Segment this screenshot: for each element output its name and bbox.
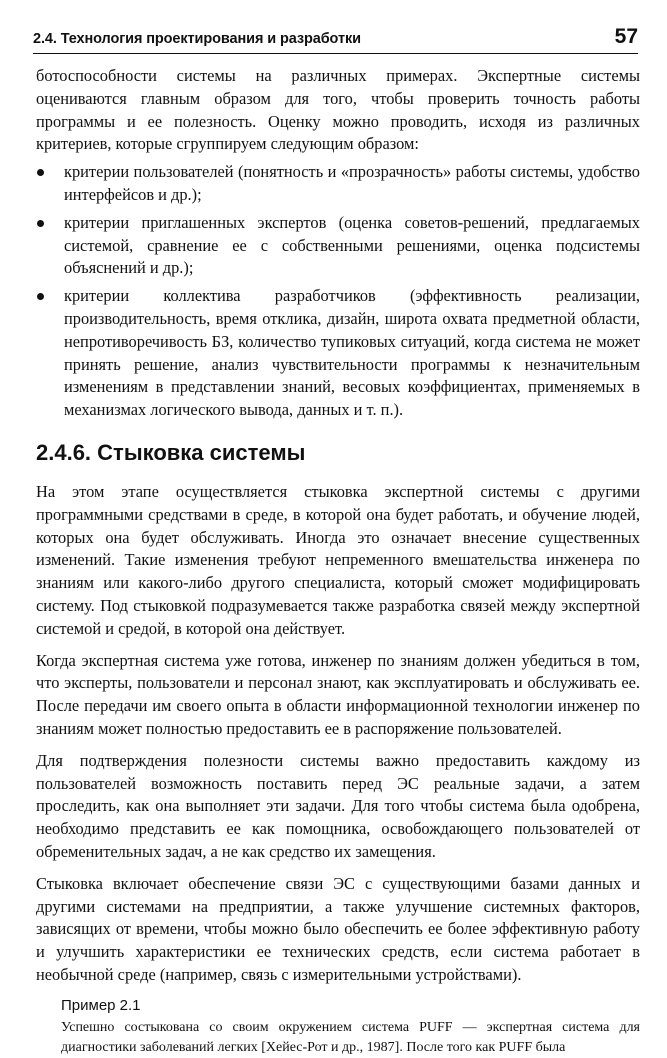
- bullet-icon: [37, 293, 44, 300]
- body-paragraph: Стыковка включает обеспечение связи ЭС с существующими базами данных и другими системами на предприятии, а также улучшение системных факторов, зависящих от времени, чтобы можно было обеспечить ее более эффективную работу и улучшить характеристики ее технических средств, если система работает в необычной среде (например, связь с измерительными устройствами).: [36, 873, 640, 984]
- intro-paragraph: ботоспособности системы на различных примерах. Экспертные системы оцениваются главным образом для того, чтобы проверить точность работы программы и ее полезность. Оценку можно проводить, исходя из различных критериев, которые сгруппируем следующим образом:: [36, 66, 640, 154]
- running-title: 2.4. Технология проектирования и разработки: [33, 31, 361, 47]
- list-item: [36, 161, 640, 207]
- criteria-list: [36, 161, 640, 422]
- bullet-icon: [37, 169, 44, 176]
- criterion-text: критерии приглашенных экспертов (оценка советов-решений, предлагаемых системой, сравнение ее с собственными решениями, оценка подсистемы объяснений и др.);: [64, 212, 640, 278]
- section-heading: 2.4.6. Стыковка системы: [36, 439, 306, 465]
- body-paragraph: На этом этапе осуществляется стыковка экспертной системы с другими программными средствами в среде, в которой она будет работать, и обучение людей, которых она будет обслуживать. Иногда это означает внесение существенных изменений. Такие изменения требуют непременного вмешательства инженера по знаниям или какого-либо другого специалиста, который сможет модифицировать систему. Под стыковкой подразумевается также разработка связей между экспертной системой и средой, в которой она действует.: [36, 481, 640, 638]
- bullet-icon: [37, 220, 44, 227]
- example-text: Успешно состыкована со своим окружением система PUFF — экспертная система для диагностики заболеваний легких [Хейес-Рот и др., 1987]. После того как PUFF была: [61, 1019, 640, 1055]
- body-paragraph: Когда экспертная система уже готова, инженер по знаниям должен убедиться в том, что эксперты, пользователи и персонал знают, как эксплуатировать и обслуживать ее. После передачи им своего опыта в области информационной технологии инженер по знаниям может полностью предоставить ее в распоряжение пользователей.: [36, 650, 640, 738]
- body-paragraph: Для подтверждения полезности системы важно предоставить каждому из пользователей возможность поставить перед ЭС реальные задачи, а затем проследить, как она выполняет эти задачи. Для того чтобы система была одобрена, необходимо представить ее как помощника, освобождающего пользователей от обременительных задач, а не как средство их замещения.: [36, 750, 640, 861]
- page-header: [33, 27, 638, 54]
- page-number: 57: [614, 25, 638, 48]
- page-body: [36, 65, 640, 1058]
- list-item: [36, 212, 640, 280]
- list-item: [36, 285, 640, 422]
- example-heading: Пример 2.1: [61, 996, 141, 1014]
- criterion-text: критерии пользователей (понятность и «прозрачность» работы системы, удобство интерфейсов и др.);: [64, 162, 640, 204]
- criterion-text: критерии коллектива разработчиков (эффективность реализации, производительность, время отклика, дизайн, широта охвата предметной области, непротиворечивость БЗ, количество тупиковых ситуаций, когда система не может принять решение, анализ чувствительности программы к незначительным изменениям в представлении знаний, весовых коэффициентах, применяемых в механизмах логического вывода, данных и т. п.).: [64, 286, 640, 420]
